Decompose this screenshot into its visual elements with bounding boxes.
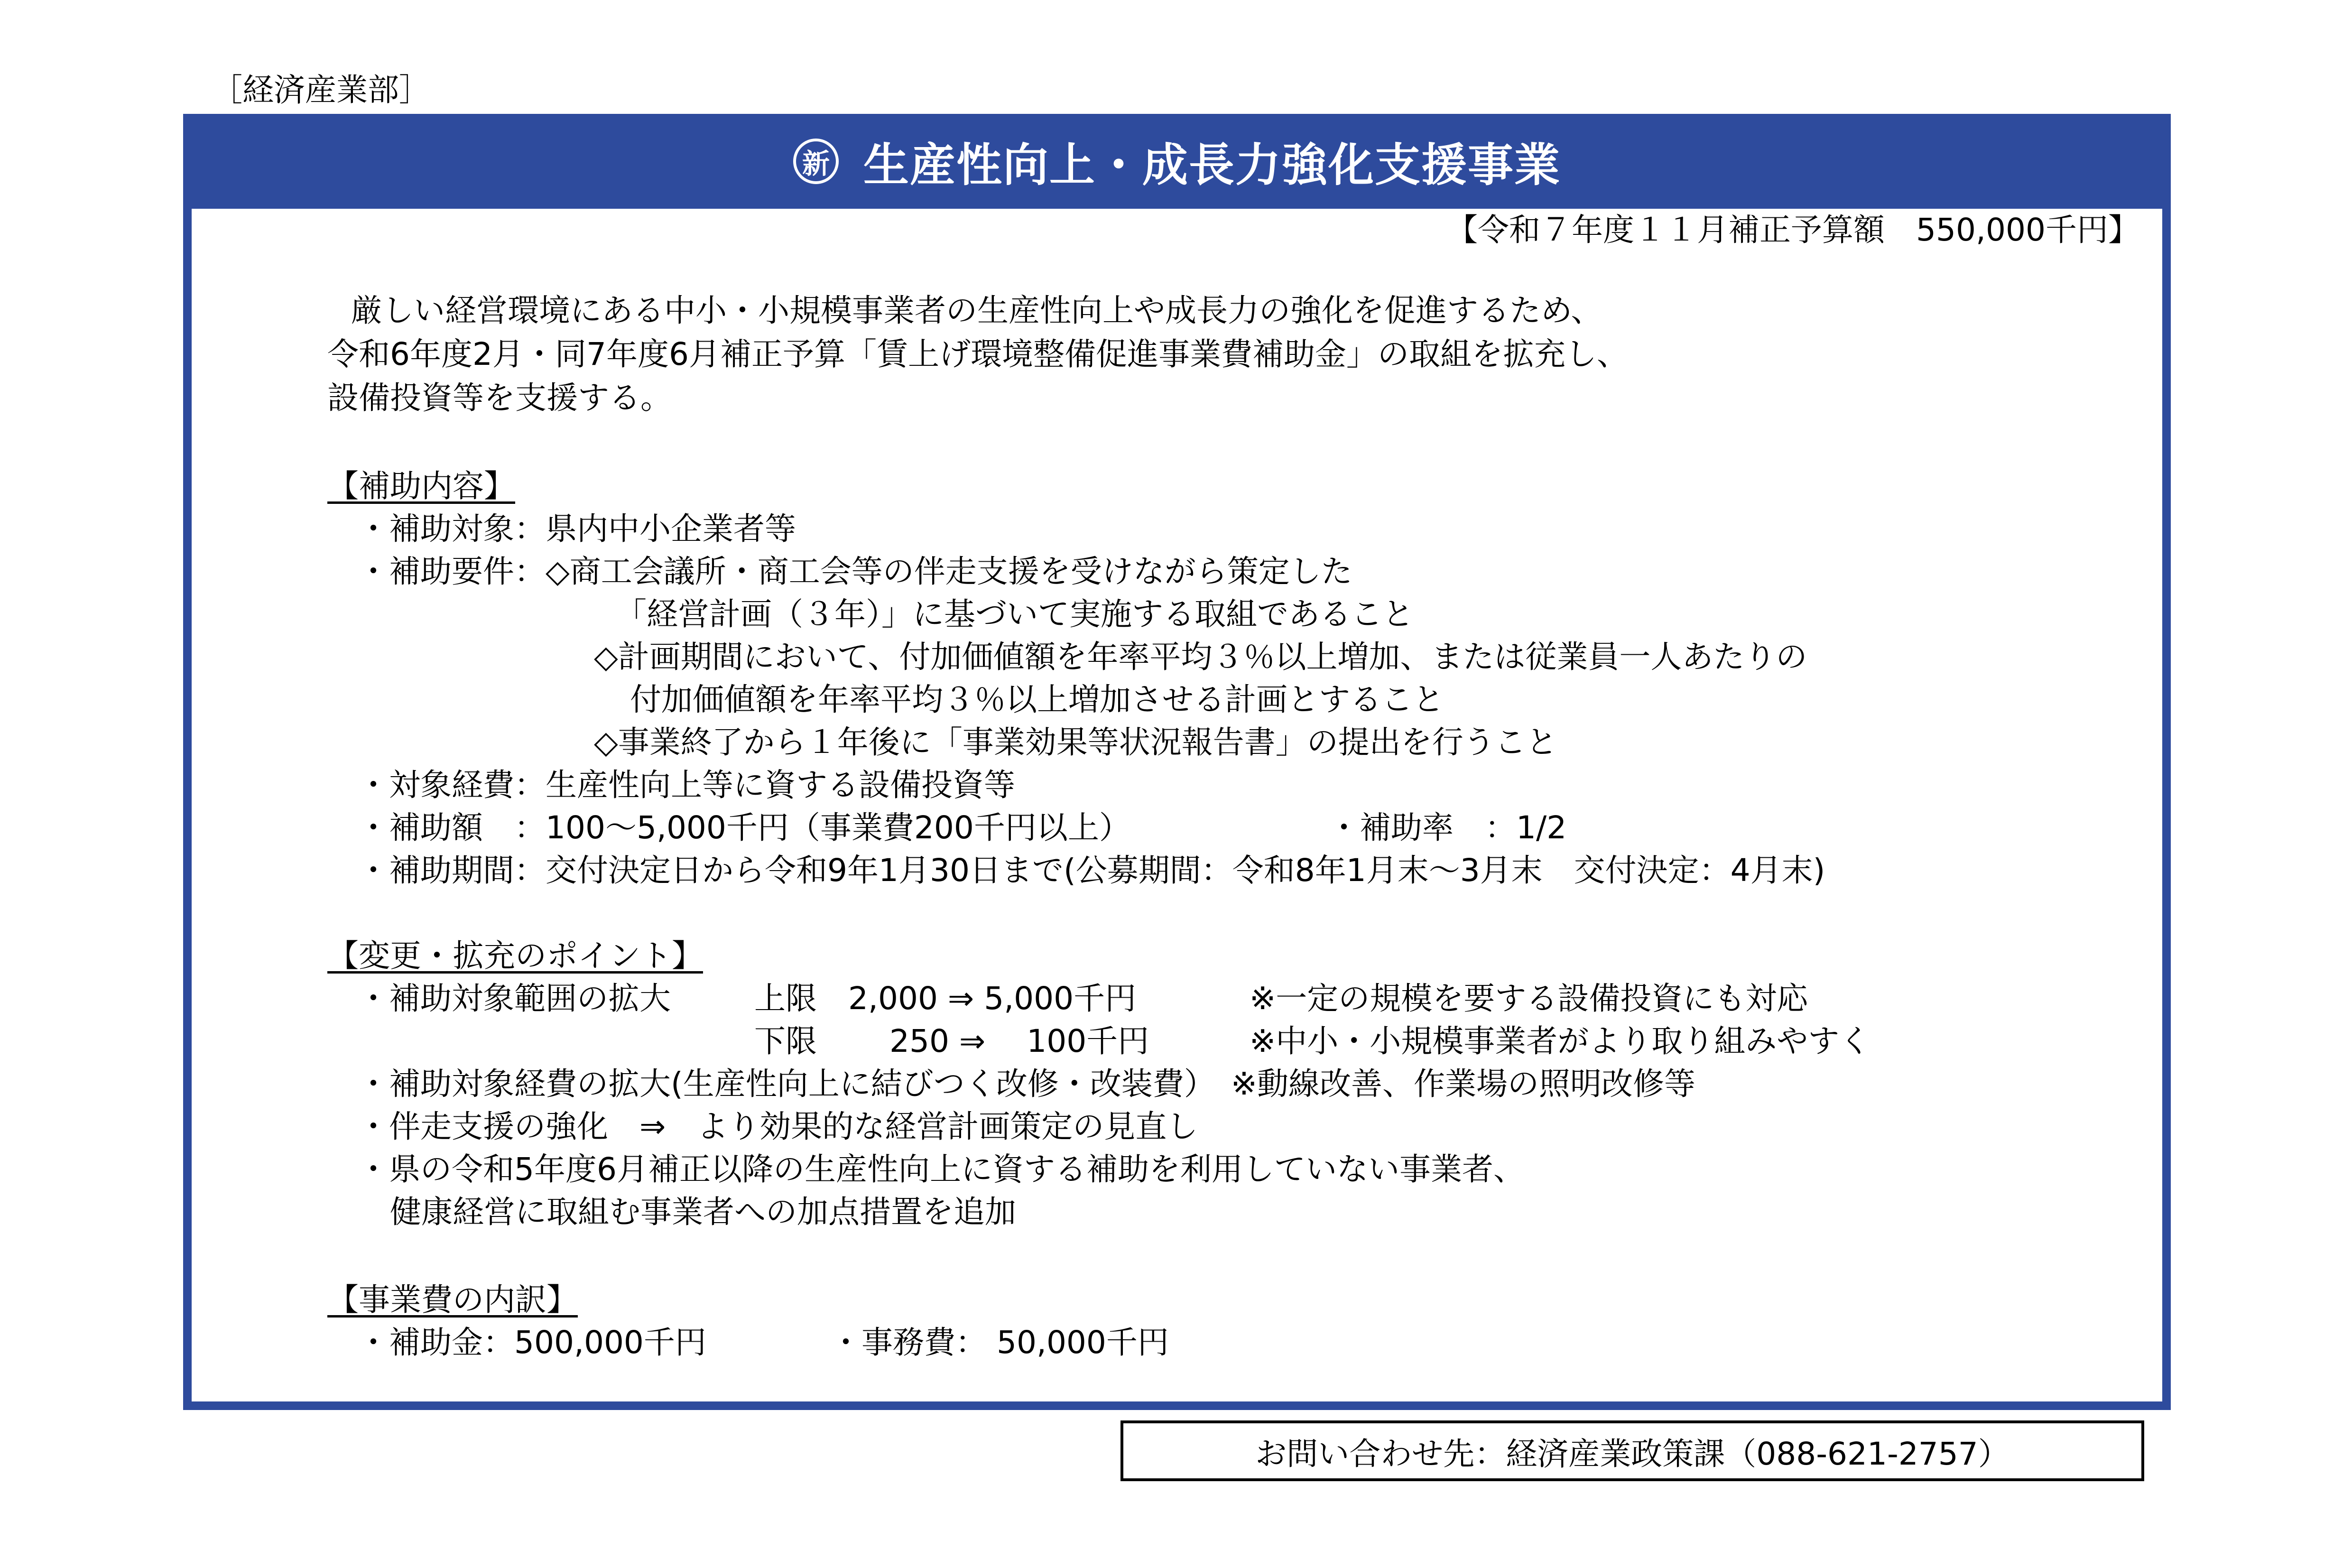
changes-lower-limit: 下限 250 ⇒ 100千円 — [754, 1023, 1149, 1059]
subsidy-line: ・補助対象：県内中小企業者等 — [358, 510, 796, 547]
subsidy-line: ・補助期間：交付決定日から令和9年1月30日まで(公募期間：令和8年1月末〜3月末 交付決定：4月末) — [358, 852, 1825, 889]
subsidy-line: ◇事業終了から１年後に「事業効果等状況報告書」の提出を行うこと — [594, 724, 1557, 761]
changes-heading: 【変更・拡充のポイント】 — [327, 937, 703, 974]
changes-line: 健康経営に取組む事業者への加点措置を追加 — [390, 1194, 1016, 1230]
changes-line: ・伴走支援の強化 ⇒ より効果的な経営計画策定の見直し — [358, 1108, 1198, 1145]
subsidy-line: ・補助要件：◇商工会議所・商工会等の伴走支援を受けながら策定した — [358, 553, 1352, 590]
contact-box: お問い合わせ先：経済産業政策課（088-621-2757） — [1120, 1420, 2144, 1481]
title-bar — [192, 114, 2162, 209]
subsidy-line: ◇計画期間において、付加価値額を年率平均３％以上増加、または従業員一人あたりの — [594, 639, 1807, 675]
program-title: 生産性向上・成長力強化支援事業 — [863, 138, 1561, 192]
subsidy-line: ・補助額 ：100〜5,000千円（事業費200千円以上） — [358, 809, 1130, 846]
intro-line: 設備投資等を支援する。 — [327, 380, 672, 416]
department-label: ［経済産業部］ — [211, 72, 430, 108]
changes-note: ※中小・小規模事業者がより取り組みやすく — [1250, 1023, 1871, 1059]
changes-upper-limit: 上限 2,000 ⇒ 5,000千円 — [754, 980, 1137, 1017]
subsidy-rate: ・補助率 ：1/2 — [1328, 809, 1567, 846]
breakdown-heading: 【事業費の内訳】 — [327, 1281, 578, 1318]
budget-amount: 【令和７年度１１月補正予算額 550,000千円】 — [1446, 212, 2139, 248]
new-badge-icon: 新 — [793, 139, 839, 184]
subsidy-line: 「経営計画（３年）」に基づいて実施する取組であること — [615, 596, 1414, 632]
changes-line: ・県の令和5年度6月補正以降の生産性向上に資する補助を利用していない事業者、 — [358, 1151, 1525, 1188]
subsidy-line: 付加価値額を年率平均３％以上増加させる計画とすること — [630, 681, 1444, 718]
changes-note: ※一定の規模を要する設備投資にも対応 — [1250, 980, 1808, 1017]
program-frame — [183, 114, 2171, 1410]
intro-line: 令和6年度2月・同7年度6月補正予算「賃上げ環境整備促進事業費補助金」の取組を拡充し、 — [327, 336, 1628, 372]
changes-line: ・補助対象経費の拡大(生産性向上に結びつく改修・改装費） ※動線改善、作業場の照明改修等 — [358, 1066, 1696, 1102]
changes-line: ・補助対象範囲の拡大 — [358, 980, 671, 1017]
subsidy-line: ・対象経費：生産性向上等に資する設備投資等 — [358, 767, 1015, 803]
subsidy-heading: 【補助内容】 — [327, 468, 515, 504]
intro-line: 厳しい経営環境にある中小・小規模事業者の生産性向上や成長力の強化を促進するため、 — [320, 292, 1602, 329]
breakdown-subsidy: ・補助金：500,000千円 — [358, 1324, 706, 1361]
breakdown-admin: ・事務費： 50,000千円 — [830, 1324, 1169, 1361]
